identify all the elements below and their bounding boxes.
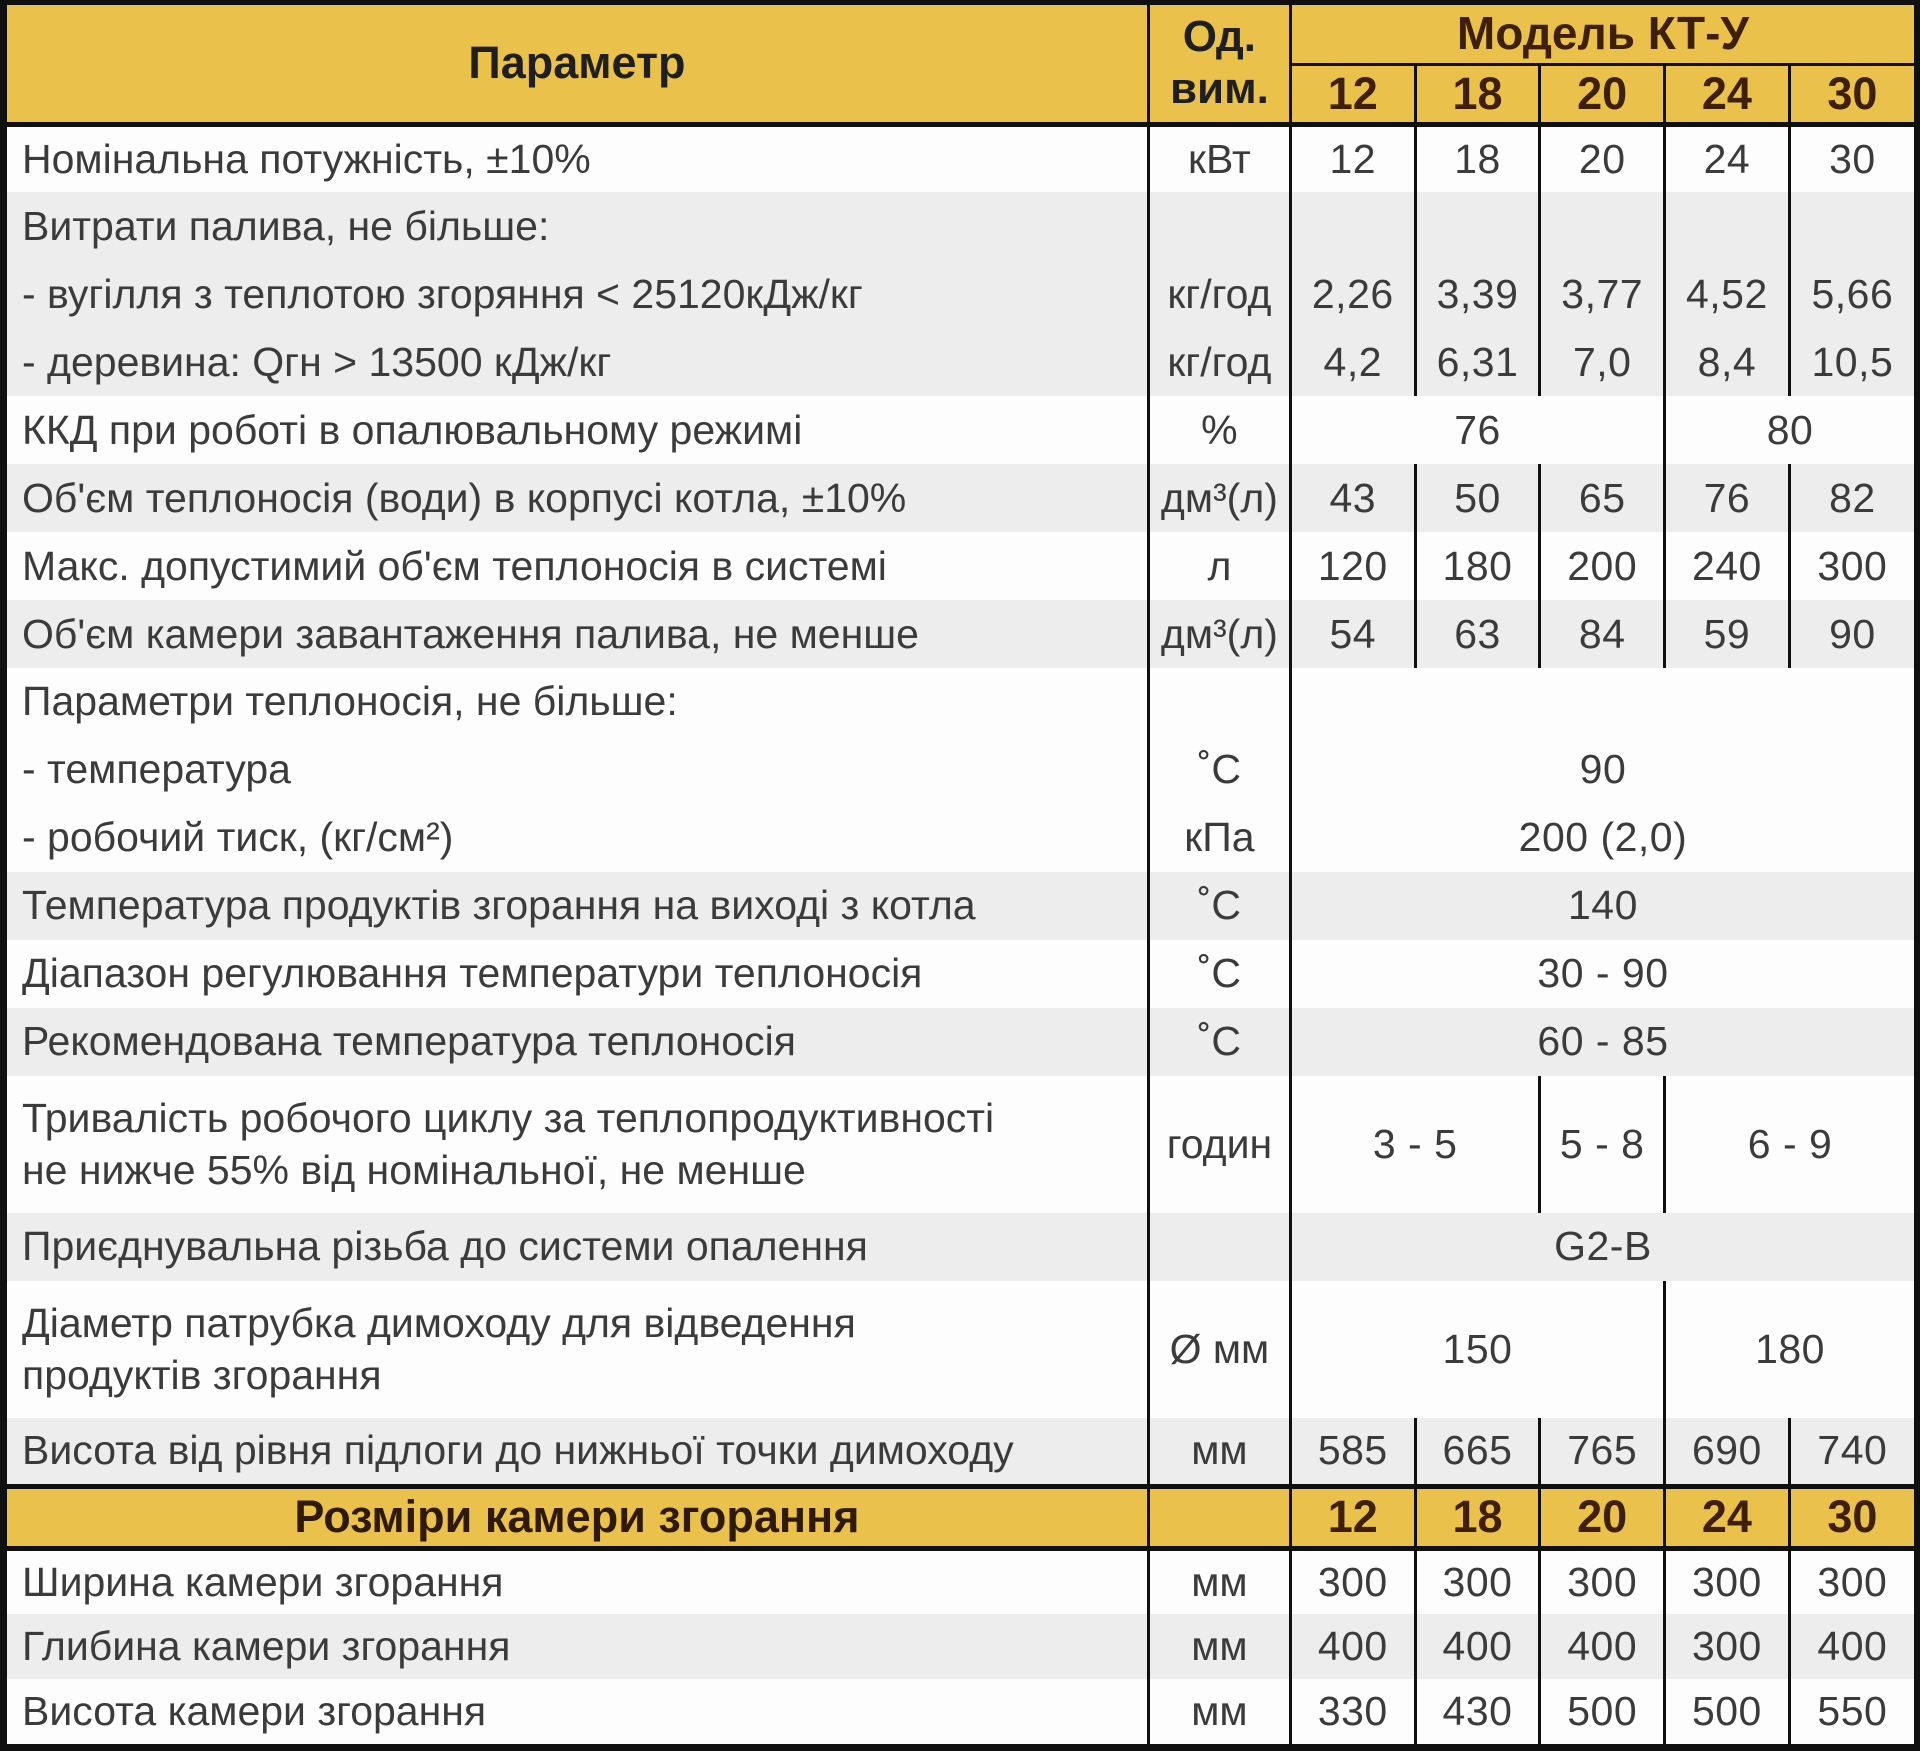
param-label: ККД при роботі в опалювальному режимі — [7, 396, 1148, 464]
table-row-chamber-volume — [7, 600, 1914, 668]
unit-cell — [1148, 192, 1290, 260]
value-cell: 4,52 — [1665, 260, 1790, 328]
value-cell: 300 — [1415, 1549, 1540, 1614]
value-cell-20: 5 - 8 — [1540, 1076, 1665, 1213]
unit-cell: мм — [1148, 1549, 1290, 1614]
param-label: Макс. допустимий об'єм теплоносія в системі — [7, 532, 1148, 600]
unit-cell: кВт — [1148, 124, 1290, 192]
value-cell-empty — [1540, 192, 1665, 260]
unit-cell: ˚С — [1148, 940, 1290, 1008]
value-cell-merged-12-20: 150 — [1290, 1281, 1664, 1418]
param-label: Приєднувальна різьба до системи опалення — [7, 1213, 1148, 1281]
value-cell: 330 — [1290, 1679, 1415, 1744]
section-title: Розміри камери згорання — [7, 1486, 1148, 1549]
section-header-row — [7, 1486, 1914, 1549]
unit-cell: дм³(л) — [1148, 600, 1290, 668]
param-label: Висота камери згорання — [7, 1679, 1148, 1744]
param-label-line1: Тривалість робочого циклу за теплопродуктивності — [22, 1095, 995, 1142]
value-cell: 10,5 — [1789, 328, 1914, 396]
value-cell: 585 — [1290, 1418, 1415, 1486]
param-label: Температура продуктів згорання на виході з котла — [7, 872, 1148, 940]
column-header-model-24: 24 — [1665, 64, 1790, 124]
value-cell: 7,0 — [1540, 328, 1665, 396]
value-cell: 8,4 — [1665, 328, 1790, 396]
value-cell: 54 — [1290, 600, 1415, 668]
param-label: Висота від рівня підлоги до нижньої точки димоходу — [7, 1418, 1148, 1486]
table-row-cycle-duration — [7, 1076, 1914, 1213]
value-cell: 20 — [1540, 124, 1665, 192]
value-cell-empty — [1290, 192, 1415, 260]
column-header-model-30: 30 — [1789, 64, 1914, 124]
value-cell-merged-all: 30 - 90 — [1290, 940, 1914, 1008]
unit-cell: ˚С — [1148, 1008, 1290, 1076]
value-cell: 300 — [1540, 1549, 1665, 1614]
value-cell-merged-24-30: 6 - 9 — [1665, 1076, 1914, 1213]
unit-cell: годин — [1148, 1076, 1290, 1213]
table-row-exhaust-temp — [7, 872, 1914, 940]
value-cell: 18 — [1415, 124, 1540, 192]
value-cell: 430 — [1415, 1679, 1540, 1744]
value-cell: 665 — [1415, 1418, 1540, 1486]
value-cell: 300 — [1665, 1614, 1790, 1679]
unit-cell: кПа — [1148, 804, 1290, 872]
value-cell: 12 — [1290, 124, 1415, 192]
table-row-thread — [7, 1213, 1914, 1281]
table-row-coolant-temp — [7, 736, 1914, 804]
param-label-line2: не нижче 55% від номінальної, не менше — [22, 1146, 806, 1193]
section-model-18: 18 — [1415, 1486, 1540, 1549]
unit-cell: дм³(л) — [1148, 464, 1290, 532]
value-cell: 5,66 — [1789, 260, 1914, 328]
unit-cell: Ø мм — [1148, 1281, 1290, 1418]
table-row-fuel-wood — [7, 328, 1914, 396]
value-cell: 300 — [1789, 532, 1914, 600]
column-header-model-20: 20 — [1540, 64, 1665, 124]
column-header-model-group: Модель КТ-У — [1290, 5, 1914, 64]
value-cell-empty — [1789, 192, 1914, 260]
section-model-12: 12 — [1290, 1486, 1415, 1549]
value-cell-merged-all: 60 - 85 — [1290, 1008, 1914, 1076]
value-cell: 500 — [1665, 1679, 1790, 1744]
param-label: - робочий тиск, (кг/см²) — [7, 804, 1148, 872]
value-cell: 500 — [1540, 1679, 1665, 1744]
value-cell-merged-12-20: 76 — [1290, 396, 1664, 464]
table-row-recommended-temp — [7, 1008, 1914, 1076]
value-cell: 300 — [1665, 1549, 1790, 1614]
param-label-line1: Діаметр патрубка димоходу для відведення — [22, 1300, 856, 1347]
value-cell: 3,77 — [1540, 260, 1665, 328]
column-header-unit — [1148, 5, 1290, 124]
value-cell: 65 — [1540, 464, 1665, 532]
boiler-spec-table — [7, 5, 1914, 1744]
value-cell: 24 — [1665, 124, 1790, 192]
param-label: - температура — [7, 736, 1148, 804]
value-cell: 43 — [1290, 464, 1415, 532]
value-cell-merged-all: 140 — [1290, 872, 1914, 940]
table-row-fuel-header — [7, 192, 1914, 260]
value-cell-merged-all: 90 — [1290, 736, 1914, 804]
value-cell: 400 — [1540, 1614, 1665, 1679]
table-row-chamber-depth — [7, 1614, 1914, 1679]
value-cell-empty — [1665, 192, 1790, 260]
table-row-water-volume — [7, 464, 1914, 532]
value-cell: 300 — [1789, 1549, 1914, 1614]
table-header-row-1 — [7, 5, 1914, 64]
param-label: Номінальна потужність, ±10% — [7, 124, 1148, 192]
value-cell: 180 — [1415, 532, 1540, 600]
value-cell-merged-all: G2-B — [1290, 1213, 1914, 1281]
value-cell: 30 — [1789, 124, 1914, 192]
param-label: - вугілля з теплотою згоряння < 25120кДж/кг — [7, 260, 1148, 328]
section-unit-cell — [1148, 1486, 1290, 1549]
value-cell-merged-24-30: 80 — [1665, 396, 1914, 464]
value-cell: 200 — [1540, 532, 1665, 600]
param-label-line2: продуктів згорання — [22, 1351, 382, 1398]
value-cell: 50 — [1415, 464, 1540, 532]
section-model-20: 20 — [1540, 1486, 1665, 1549]
unit-cell: % — [1148, 396, 1290, 464]
unit-header-line2: вим. — [1169, 64, 1269, 114]
value-cell: 4,2 — [1290, 328, 1415, 396]
table-row-efficiency — [7, 396, 1914, 464]
value-cell-merged-12-18: 3 - 5 — [1290, 1076, 1539, 1213]
value-cell: 76 — [1665, 464, 1790, 532]
value-cell: 82 — [1789, 464, 1914, 532]
table-row-chimney-diameter — [7, 1281, 1914, 1418]
value-cell: 550 — [1789, 1679, 1914, 1744]
table-row-max-system-volume — [7, 532, 1914, 600]
value-cell: 59 — [1665, 600, 1790, 668]
value-cell: 690 — [1665, 1418, 1790, 1486]
column-header-model-18: 18 — [1415, 64, 1540, 124]
unit-header-line1: Од. — [1182, 12, 1257, 62]
param-label: Діапазон регулювання температури теплоносія — [7, 940, 1148, 1008]
value-cell: 740 — [1789, 1418, 1914, 1486]
value-cell: 400 — [1415, 1614, 1540, 1679]
unit-cell: мм — [1148, 1614, 1290, 1679]
value-cell: 240 — [1665, 532, 1790, 600]
unit-cell: кг/год — [1148, 260, 1290, 328]
section-model-24: 24 — [1665, 1486, 1790, 1549]
param-label: Ширина камери згорання — [7, 1549, 1148, 1614]
table-row-power — [7, 124, 1914, 192]
column-header-model-12: 12 — [1290, 64, 1415, 124]
value-cell-empty — [1415, 192, 1540, 260]
unit-cell: мм — [1148, 1418, 1290, 1486]
param-label — [7, 1281, 1148, 1418]
param-label: Параметри теплоносія, не більше: — [7, 668, 1148, 736]
param-label: Об'єм камери завантаження палива, не менше — [7, 600, 1148, 668]
value-cell: 2,26 — [1290, 260, 1415, 328]
unit-cell: л — [1148, 532, 1290, 600]
table-row-coolant-pressure — [7, 804, 1914, 872]
value-cell: 3,39 — [1415, 260, 1540, 328]
value-cell-merged-24-30: 180 — [1665, 1281, 1914, 1418]
value-cell: 400 — [1290, 1614, 1415, 1679]
table-row-chimney-height — [7, 1418, 1914, 1486]
unit-cell — [1148, 1213, 1290, 1281]
column-header-parameter: Параметр — [7, 5, 1148, 124]
value-cell: 120 — [1290, 532, 1415, 600]
value-cell: 400 — [1789, 1614, 1914, 1679]
table-row-temp-range — [7, 940, 1914, 1008]
unit-cell: ˚С — [1148, 736, 1290, 804]
param-label — [7, 1076, 1148, 1213]
value-cell: 765 — [1540, 1418, 1665, 1486]
value-cell: 300 — [1290, 1549, 1415, 1614]
unit-cell — [1148, 668, 1290, 736]
param-label: Рекомендована температура теплоносія — [7, 1008, 1148, 1076]
table-row-chamber-height — [7, 1679, 1914, 1744]
unit-cell: мм — [1148, 1679, 1290, 1744]
unit-cell: кг/год — [1148, 328, 1290, 396]
value-cell: 6,31 — [1415, 328, 1540, 396]
value-cell: 84 — [1540, 600, 1665, 668]
table-row-fuel-coal — [7, 260, 1914, 328]
value-cell-empty — [1290, 668, 1914, 736]
table-row-coolant-header — [7, 668, 1914, 736]
section-model-30: 30 — [1789, 1486, 1914, 1549]
value-cell-merged-all: 200 (2,0) — [1290, 804, 1914, 872]
table-row-chamber-width — [7, 1549, 1914, 1614]
param-label: Глибина камери згорання — [7, 1614, 1148, 1679]
value-cell: 90 — [1789, 600, 1914, 668]
param-label: Витрати палива, не більше: — [7, 192, 1148, 260]
value-cell: 63 — [1415, 600, 1540, 668]
unit-cell: ˚С — [1148, 872, 1290, 940]
param-label: Об'єм теплоносія (води) в корпусі котла, ±10% — [7, 464, 1148, 532]
param-label: - деревина: Qгн > 13500 кДж/кг — [7, 328, 1148, 396]
